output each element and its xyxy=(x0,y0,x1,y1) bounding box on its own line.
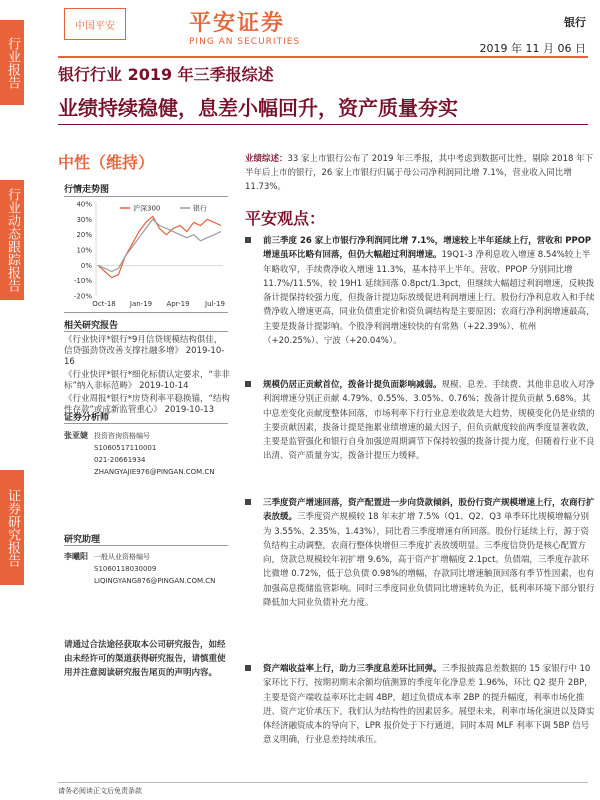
y-tick-label: 20% xyxy=(76,231,92,240)
assistant-rule xyxy=(64,545,228,546)
point-body: 三季报披露息差数据的 15 家银行中 10 家环比下行，按期初期末余额均值测算的季度年化净息差 1.96%，环比 Q2 提升 2BP，主要是资产端收益率环比走阔 4BP，超过负债成本率 2BP 的提升幅度，利率市场化推进、资产定价承压下，我们认为结构性的因素居多。展望未来，利率市场化演进以及降实体经济融资成本的导向下，LPR 报价处于下行通道，同时本周 MLF 利率下调 5BP 信号意义明确，行业息差持续承压。 xyxy=(263,664,595,746)
y-tick-label: 40% xyxy=(76,200,92,209)
related-date: 2019-10-16 xyxy=(64,346,225,367)
related-report-2[interactable] xyxy=(64,370,230,392)
x-tick-label: Jan-19 xyxy=(129,300,153,308)
point-lead: 规模仍居正贡献首位，拨备计提负面影响减弱。 xyxy=(263,380,442,390)
summary-label: 业绩综述： xyxy=(245,154,288,164)
point-body: 19Q1-3 净利息收入增速 8.54%较上半年略收窄，手续费净收入增速 11.3%，基本持平上半年。营收、PPOP 分别同比增 11.7%/11.5%，较 19H1 延续回落 0.8pct/1.3pct，但继续大幅超过利润增速，反映拨备计提保持较强力度，但拨备计提边际放缓促进利润增速上行。股份行净利息收入和手续费净收入增速更高，同业负债重定价和资负调结构是主要原因；农商行净利润增速最高，主要是拨备计提影响。个股净利润增速较快的有常熟（+22.39%）、杭州（+20.25%）、宁波（+20.04%）。 xyxy=(263,250,595,347)
report-title: 银行行业 2019 年三季报综述 xyxy=(58,65,274,84)
logo-en-text: PING AN SECURITIES xyxy=(189,37,301,47)
chart-rule xyxy=(64,312,228,313)
report-date: 2019 年 11 月 06 日 xyxy=(479,42,586,55)
y-tick-label: 10% xyxy=(76,246,92,255)
headline: 业绩持续稳健，息差小幅回升，资产质量夯实 xyxy=(58,96,458,120)
legend-label: 银行 xyxy=(193,204,207,213)
related-heading: 相关研究报告 xyxy=(64,321,119,331)
related-rule xyxy=(64,331,228,332)
rating-label: 中性（维持） xyxy=(58,153,155,172)
ping-an-securities-logo xyxy=(189,6,300,47)
side-tab-securities-research: 证券研究报告 xyxy=(0,470,24,585)
x-tick-label: Oct-18 xyxy=(92,300,116,308)
report-header xyxy=(24,0,600,56)
related-reports xyxy=(64,335,230,418)
bullet-icon xyxy=(245,499,251,505)
headline-rule xyxy=(58,124,588,125)
analyst-line: S1060517110001 xyxy=(94,444,157,452)
analyst-block xyxy=(64,430,234,490)
bullet-icon xyxy=(245,665,251,671)
related-date: 2019-10-13 xyxy=(164,405,215,415)
analyst-line: 投资咨询资格编号 xyxy=(94,432,150,440)
analyst-rule xyxy=(64,423,228,424)
analyst-info xyxy=(94,430,234,478)
footer-note: 请务必阅读正文后免责条款 xyxy=(58,787,142,795)
y-tick-label: -10% xyxy=(73,277,92,286)
industry-label: 银行 xyxy=(564,16,586,29)
logo-small-text: 中国平安 xyxy=(75,20,115,32)
y-tick-label: -20% xyxy=(73,292,92,301)
analyst-line: 021-20661934 xyxy=(94,456,146,464)
point-body: 规模、息差、手续费、其他非息收入对净利润增速分别正贡献 4.79%、0.55%、3.05%、0.76%；拨备计提负贡献 5.68%。其中息差变化贡献度整体回落，市场利率下行行业息差收敛是大趋势，规模变化仍是业绩的主要贡献因素，拨备计提是拖累业绩增速的最大因子，但负贡献度较前两季度显著收敛，主要是监管强化和银行自身加强逆周期调节下保持较强的拨备计提力度，但随着行业不良出清、资产质量夯实，拨备计提压力缓释。 xyxy=(263,380,595,462)
x-tick-label: Jul-19 xyxy=(205,300,225,308)
point-lead: 三季度资产增速回落，资产配置进一步向贷款倾斜，股份行资产规模增速上行，农商行扩表放缓。 xyxy=(263,498,595,523)
point-lead: 资产端收益率上行，助力三季度息差环比回弹。 xyxy=(263,664,442,674)
related-title: 《行业周报*银行*房贷利率平稳换锚，“结构性存款”或成新监管重心》 xyxy=(64,394,230,415)
series-line-2 xyxy=(98,219,221,271)
related-date: 2019-10-14 xyxy=(139,381,189,391)
ping-an-small-logo xyxy=(64,8,126,40)
related-report-1[interactable] xyxy=(64,335,230,368)
y-tick-label: 0% xyxy=(80,261,92,270)
header-rule xyxy=(58,56,588,58)
side-tab-dynamic-report: 行业动态跟踪报告 xyxy=(0,180,24,300)
y-tick-label: 30% xyxy=(76,215,92,224)
bullet-icon xyxy=(245,237,251,243)
assistant-info xyxy=(94,551,234,587)
point-lead: 前三季度 26 家上市银行净利润同比增 7.1%，增速较上半年延续上行，营收和 PPOP 增速虽环比略有回落，但仍大幅超过利润增速。 xyxy=(263,236,592,261)
footer-rule xyxy=(58,782,588,783)
views-heading: 平安观点： xyxy=(245,209,326,228)
assistant-line: 一般从业资格编号 xyxy=(94,553,150,561)
x-tick-label: Apr-19 xyxy=(166,300,190,308)
performance-summary xyxy=(245,152,595,194)
header-meta xyxy=(480,14,586,56)
point-body: 三季度资产规模较 18 年末扩增 7.5%（Q1、Q2、Q3 单季环比规模增幅分别为 3.55%、2.35%、1.43%），同比看三季度增速有所回落。股份行延续上行，源于资负结构主动调整，农商行整体快增但三季度扩表放缓明显。三季度信贷仍是核心配置方向，贷款总规模较年初扩增 9.6%，高于资产扩增幅度 2.1pct。负债端，三季度存款环比微增 0.72%，低于总负债 0.98%的增幅，存款同比增速触顶回落有季节性因素，也有加强高息揽储监管影响。同时三季度同业负债同比增速转负为正，低利率环境下部分银行降低加大同业负债补充力度。 xyxy=(263,512,595,609)
analyst-heading: 证券分析师 xyxy=(64,413,110,423)
related-title: 《行业快评*银行*细化标债认定要求，“非非标”纳入非标范畴》 xyxy=(64,370,230,391)
assistant-email[interactable]: LIQINGYANG876@PINGAN.COM.CN xyxy=(94,577,216,585)
trend-chart xyxy=(58,200,228,310)
assistant-line: S1060118030009 xyxy=(94,565,157,573)
assistant-block xyxy=(64,551,234,601)
logo-cn-text: 平安证券 xyxy=(189,11,286,36)
analyst-email[interactable]: ZHANGYAJIE976@PINGAN.COM.CN xyxy=(94,468,215,476)
analyst-name: 张亚婕 xyxy=(64,431,88,440)
assistant-name: 李曦阳 xyxy=(64,552,88,561)
assistant-heading: 研究助理 xyxy=(64,535,101,545)
bullet-icon xyxy=(245,381,251,387)
summary-text: 33 家上市银行公布了 2019 年三季报，其中考虑到数据可比性，剔除 2018 年下半年后上市的银行，26 家上市银行归属于母公司净利润同比增 7.1%，营业收入同比增 11.73%。 xyxy=(245,154,594,192)
trend-heading: 行情走势图 xyxy=(64,185,110,195)
related-title: 《行业快评*银行*9月信贷规模结构俱佳，信贷强劲贷改善支撑社融多增》 xyxy=(64,335,223,356)
disclaimer: 请通过合法途径获取本公司研究报告，如经由未经许可的渠道获得研究报告，请慎重使用并注意阅读研究报告尾页的声明内容。 xyxy=(64,640,226,678)
side-tab-industry-report: 行业报告 xyxy=(0,20,24,105)
legend-label: 沪深300 xyxy=(133,204,161,213)
trend-rule xyxy=(64,196,228,197)
